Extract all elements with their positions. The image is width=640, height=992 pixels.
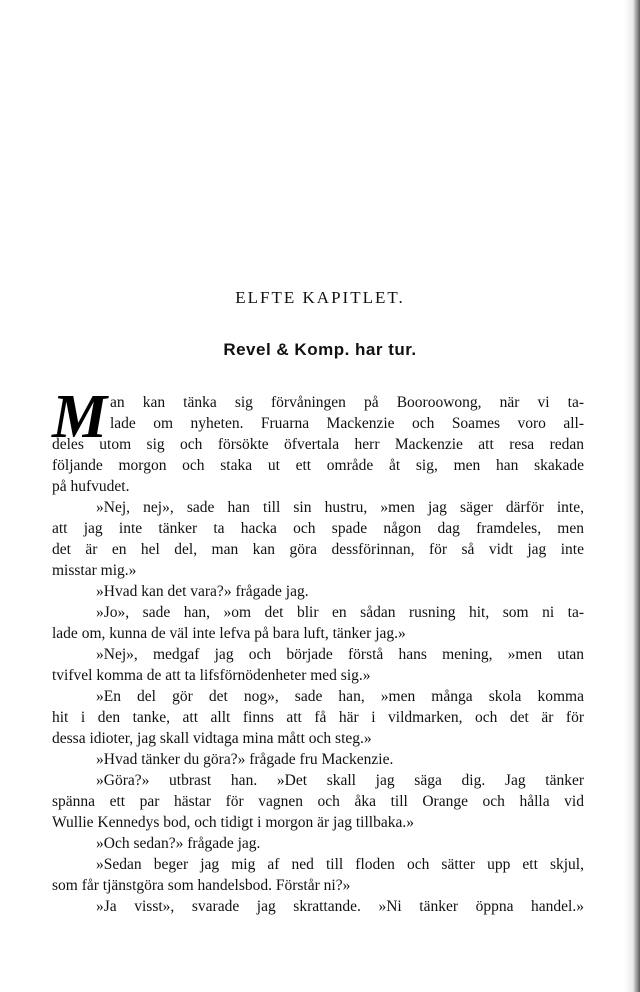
text-line: dessa idioter, jag skall vidtaga mina mått och steg.» bbox=[52, 730, 372, 747]
text-line: lade om nyheten. Fruarna Mackenzie och Soames voro all- bbox=[110, 415, 584, 432]
text-line: deles utom sig och försökte öfvertala herr Mackenzie att resa redan bbox=[52, 436, 584, 453]
text-line: an kan tänka sig förvåningen på Booroowong, när vi ta- bbox=[110, 394, 584, 411]
text-line: tvifvel komma de att ta lifsförnödenheter med sig.» bbox=[52, 667, 371, 684]
text-line: lade om, kunna de väl inte lefva på bara luft, tänker jag.» bbox=[52, 625, 406, 642]
text-line: misstar mig.» bbox=[52, 562, 137, 579]
text-line: »En del gör det nog», sade han, »men många skola komma bbox=[96, 688, 584, 705]
text-line: hit i den tanke, att allt finns att få här i vildmarken, och det är för bbox=[52, 709, 584, 726]
text-line: »Sedan beger jag mig af ned till floden och sätter upp ett skjul, bbox=[96, 856, 584, 873]
page-edge-shadow bbox=[624, 0, 640, 992]
text-line: »Nej», medgaf jag och började förstå hans mening, »men utan bbox=[96, 646, 584, 663]
text-line: »Jo», sade han, »om det blir en sådan rusning hit, som ni ta- bbox=[96, 604, 584, 621]
text-line: Wullie Kennedys bod, och tidigt i morgon är jag tillbaka.» bbox=[52, 814, 414, 831]
text-line: »Nej, nej», sade han till sin hustru, »men jag säger därför inte, bbox=[96, 499, 584, 516]
text-line: på hufvudet. bbox=[52, 478, 130, 495]
text-line: »Göra?» utbrast han. »Det skall jag säga dig. Jag tänker bbox=[96, 772, 584, 789]
text-line: »Och sedan?» frågade jag. bbox=[96, 835, 261, 852]
text-line: att jag inte tänker ta hacka och spade någon dag framdeles, men bbox=[52, 520, 584, 537]
text-line: »Hvad kan det vara?» frågade jag. bbox=[96, 583, 309, 600]
text-line: det är en hel del, man kan göra dessförinnan, för så vidt jag inte bbox=[52, 541, 584, 558]
chapter-heading: ELFTE KAPITLET. bbox=[235, 288, 405, 307]
text-line: spänna ett par hästar för vagnen och åka till Orange och hålla vid bbox=[52, 793, 584, 810]
text-line: »Ja visst», svarade jag skrattande. »Ni tänker öppna handel.» bbox=[96, 898, 584, 915]
text-line: som får tjänstgöra som handelsbod. Förstår ni?» bbox=[52, 877, 351, 894]
text-line: följande morgon och staka ut ett område åt sig, men han skakade bbox=[52, 457, 584, 474]
text-line: »Hvad tänker du göra?» frågade fru Mackenzie. bbox=[96, 751, 394, 768]
drop-cap: M bbox=[52, 383, 108, 451]
chapter-subtitle: Revel & Komp. har tur. bbox=[223, 340, 417, 359]
